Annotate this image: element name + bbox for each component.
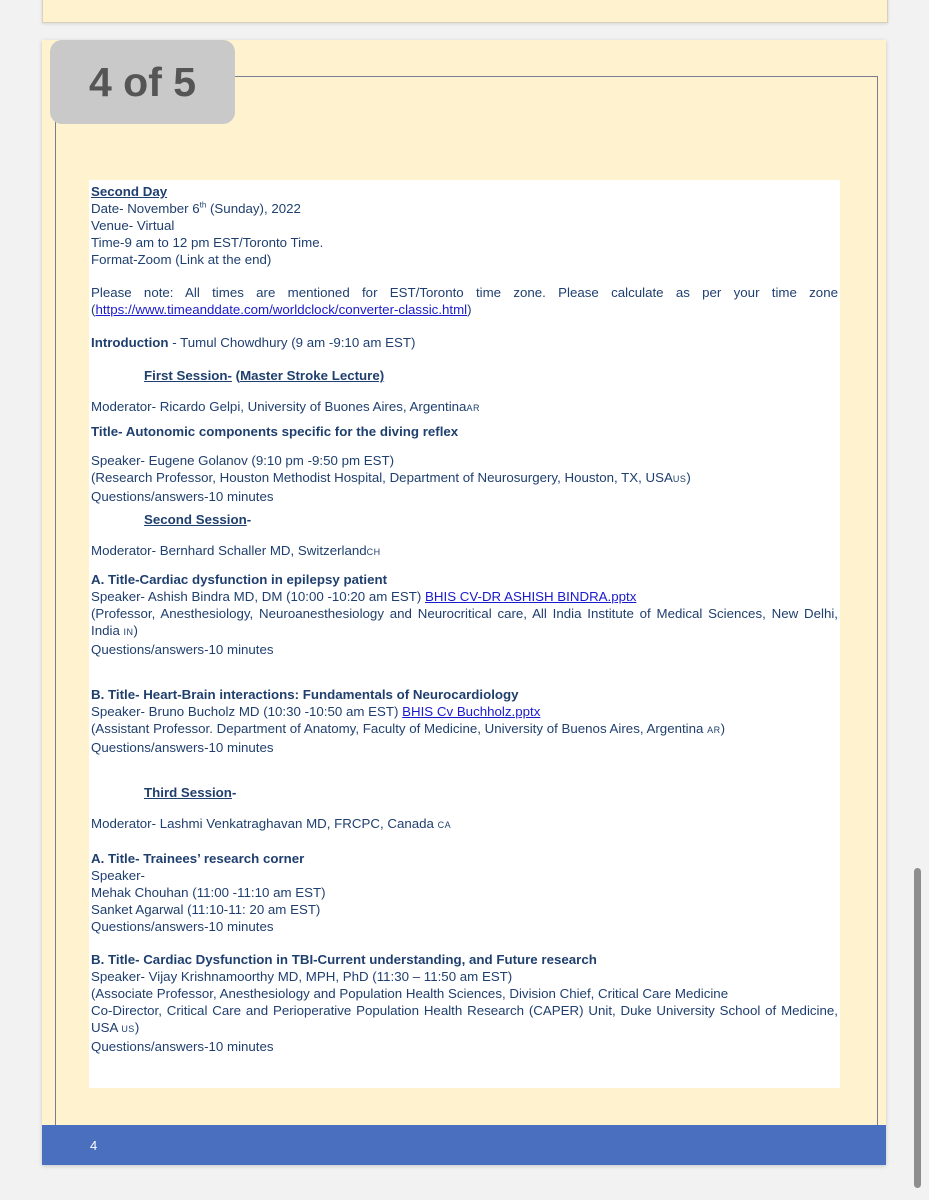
page-footer (42, 1125, 886, 1165)
introduction: Introduction - Tumul Chowdhury (9 am -9:10 am EST) (91, 335, 416, 350)
third-session-a-name1: Mehak Chouhan (11:00 -11:10 am EST) (91, 885, 326, 900)
second-session-b-qa: Questions/answers-10 minutes (91, 740, 274, 755)
third-session-a-name2: Sanket Agarwal (11:10-11: 20 am EST) (91, 902, 321, 917)
second-session-a-qa: Questions/answers-10 minutes (91, 642, 274, 657)
buchholz-cv-link[interactable]: BHIS Cv Buchholz.pptx (402, 704, 541, 719)
third-session-b-affiliation-2: Co-Director, Critical Care and Perioperative Population Health Research (CAPER) Unit, Duke University School of Medicine, USA US) (91, 1003, 838, 1035)
second-session-a-speaker: Speaker- Ashish Bindra MD, DM (10:00 -10:20 am EST) BHIS CV-DR ASHISH BINDRA.pptx (91, 589, 637, 604)
third-session-b-speaker: Speaker- Vijay Krishnamoorthy MD, MPH, PhD (11:30 – 11:50 am EST) (91, 969, 513, 984)
timezone-link[interactable]: https://www.timeanddate.com/worldclock/converter-classic.html (95, 302, 468, 317)
second-session-heading: Second Session- (144, 512, 252, 527)
document-page (42, 40, 886, 1165)
second-session-a-title: A. Title-Cardiac dysfunction in epilepsy patient (91, 572, 388, 587)
first-session-moderator: Moderator- Ricardo Gelpi, University of Buones Aires, ArgentinaAR (91, 399, 480, 414)
first-session-qa: Questions/answers-10 minutes (91, 489, 274, 504)
page-content (89, 180, 840, 1088)
event-format: Format-Zoom (Link at the end) (91, 252, 272, 267)
day-heading: Second Day (91, 184, 168, 199)
third-session-a-speaker: Speaker- (91, 868, 145, 883)
first-session-title: Title- Autonomic components specific for the diving reflex (91, 424, 459, 439)
bindra-cv-link[interactable]: BHIS CV-DR ASHISH BINDRA.pptx (425, 589, 637, 604)
first-session-heading: First Session- (Master Stroke Lecture) (144, 368, 385, 383)
previous-page-edge (42, 0, 888, 23)
event-date: Date- November 6th (Sunday), 2022 (91, 200, 301, 216)
third-session-a-title: A. Title- Trainees’ research corner (91, 851, 305, 866)
first-session-affiliation: (Research Professor, Houston Methodist Hospital, Department of Neurosurgery, Houston, TX, USAUS) (91, 470, 691, 485)
event-time: Time-9 am to 12 pm EST/Toronto Time. (91, 235, 324, 250)
third-session-b-affiliation-1: (Associate Professor, Anesthesiology and Population Health Sciences, Division Chief, Critical Care Medicine (91, 986, 729, 1001)
first-session-speaker: Speaker- Eugene Golanov (9:10 pm -9:50 pm EST) (91, 453, 395, 468)
second-session-b-title: B. Title- Heart-Brain interactions: Fundamentals of Neurocardiology (91, 687, 519, 702)
third-session-a-qa: Questions/answers-10 minutes (91, 919, 274, 934)
scrollbar[interactable] (914, 868, 921, 1188)
second-session-a-affiliation: (Professor, Anesthesiology, Neuroanesthesiology and Neurocritical care, All India Institute of Medical Sciences, New Delhi, India IN) (91, 606, 838, 638)
third-session-b-title: B. Title- Cardiac Dysfunction in TBI-Current understanding, and Future research (91, 952, 597, 967)
third-session-b-qa: Questions/answers-10 minutes (91, 1039, 274, 1054)
page-indicator: 4 of 5 (50, 40, 235, 124)
timezone-note: Please note: All times are mentioned for EST/Toronto time zone. Please calculate as per your time zone (https://www.timeanddate.com/worldclock/converter-classic.html) (91, 285, 838, 317)
second-session-moderator: Moderator- Bernhard Schaller MD, SwitzerlandCH (91, 543, 381, 558)
second-session-b-speaker: Speaker- Bruno Bucholz MD (10:30 -10:50 am EST) BHIS Cv Buchholz.pptx (91, 704, 541, 719)
third-session-moderator: Moderator- Lashmi Venkatraghavan MD, FRCPC, Canada CA (91, 816, 452, 831)
event-venue: Venue- Virtual (91, 218, 175, 233)
second-session-b-affiliation: (Assistant Professor. Department of Anatomy, Faculty of Medicine, University of Buenos Aires, Argentina AR) (91, 721, 726, 736)
page-number: 4 (90, 1138, 98, 1153)
third-session-heading: Third Session- (144, 785, 237, 800)
